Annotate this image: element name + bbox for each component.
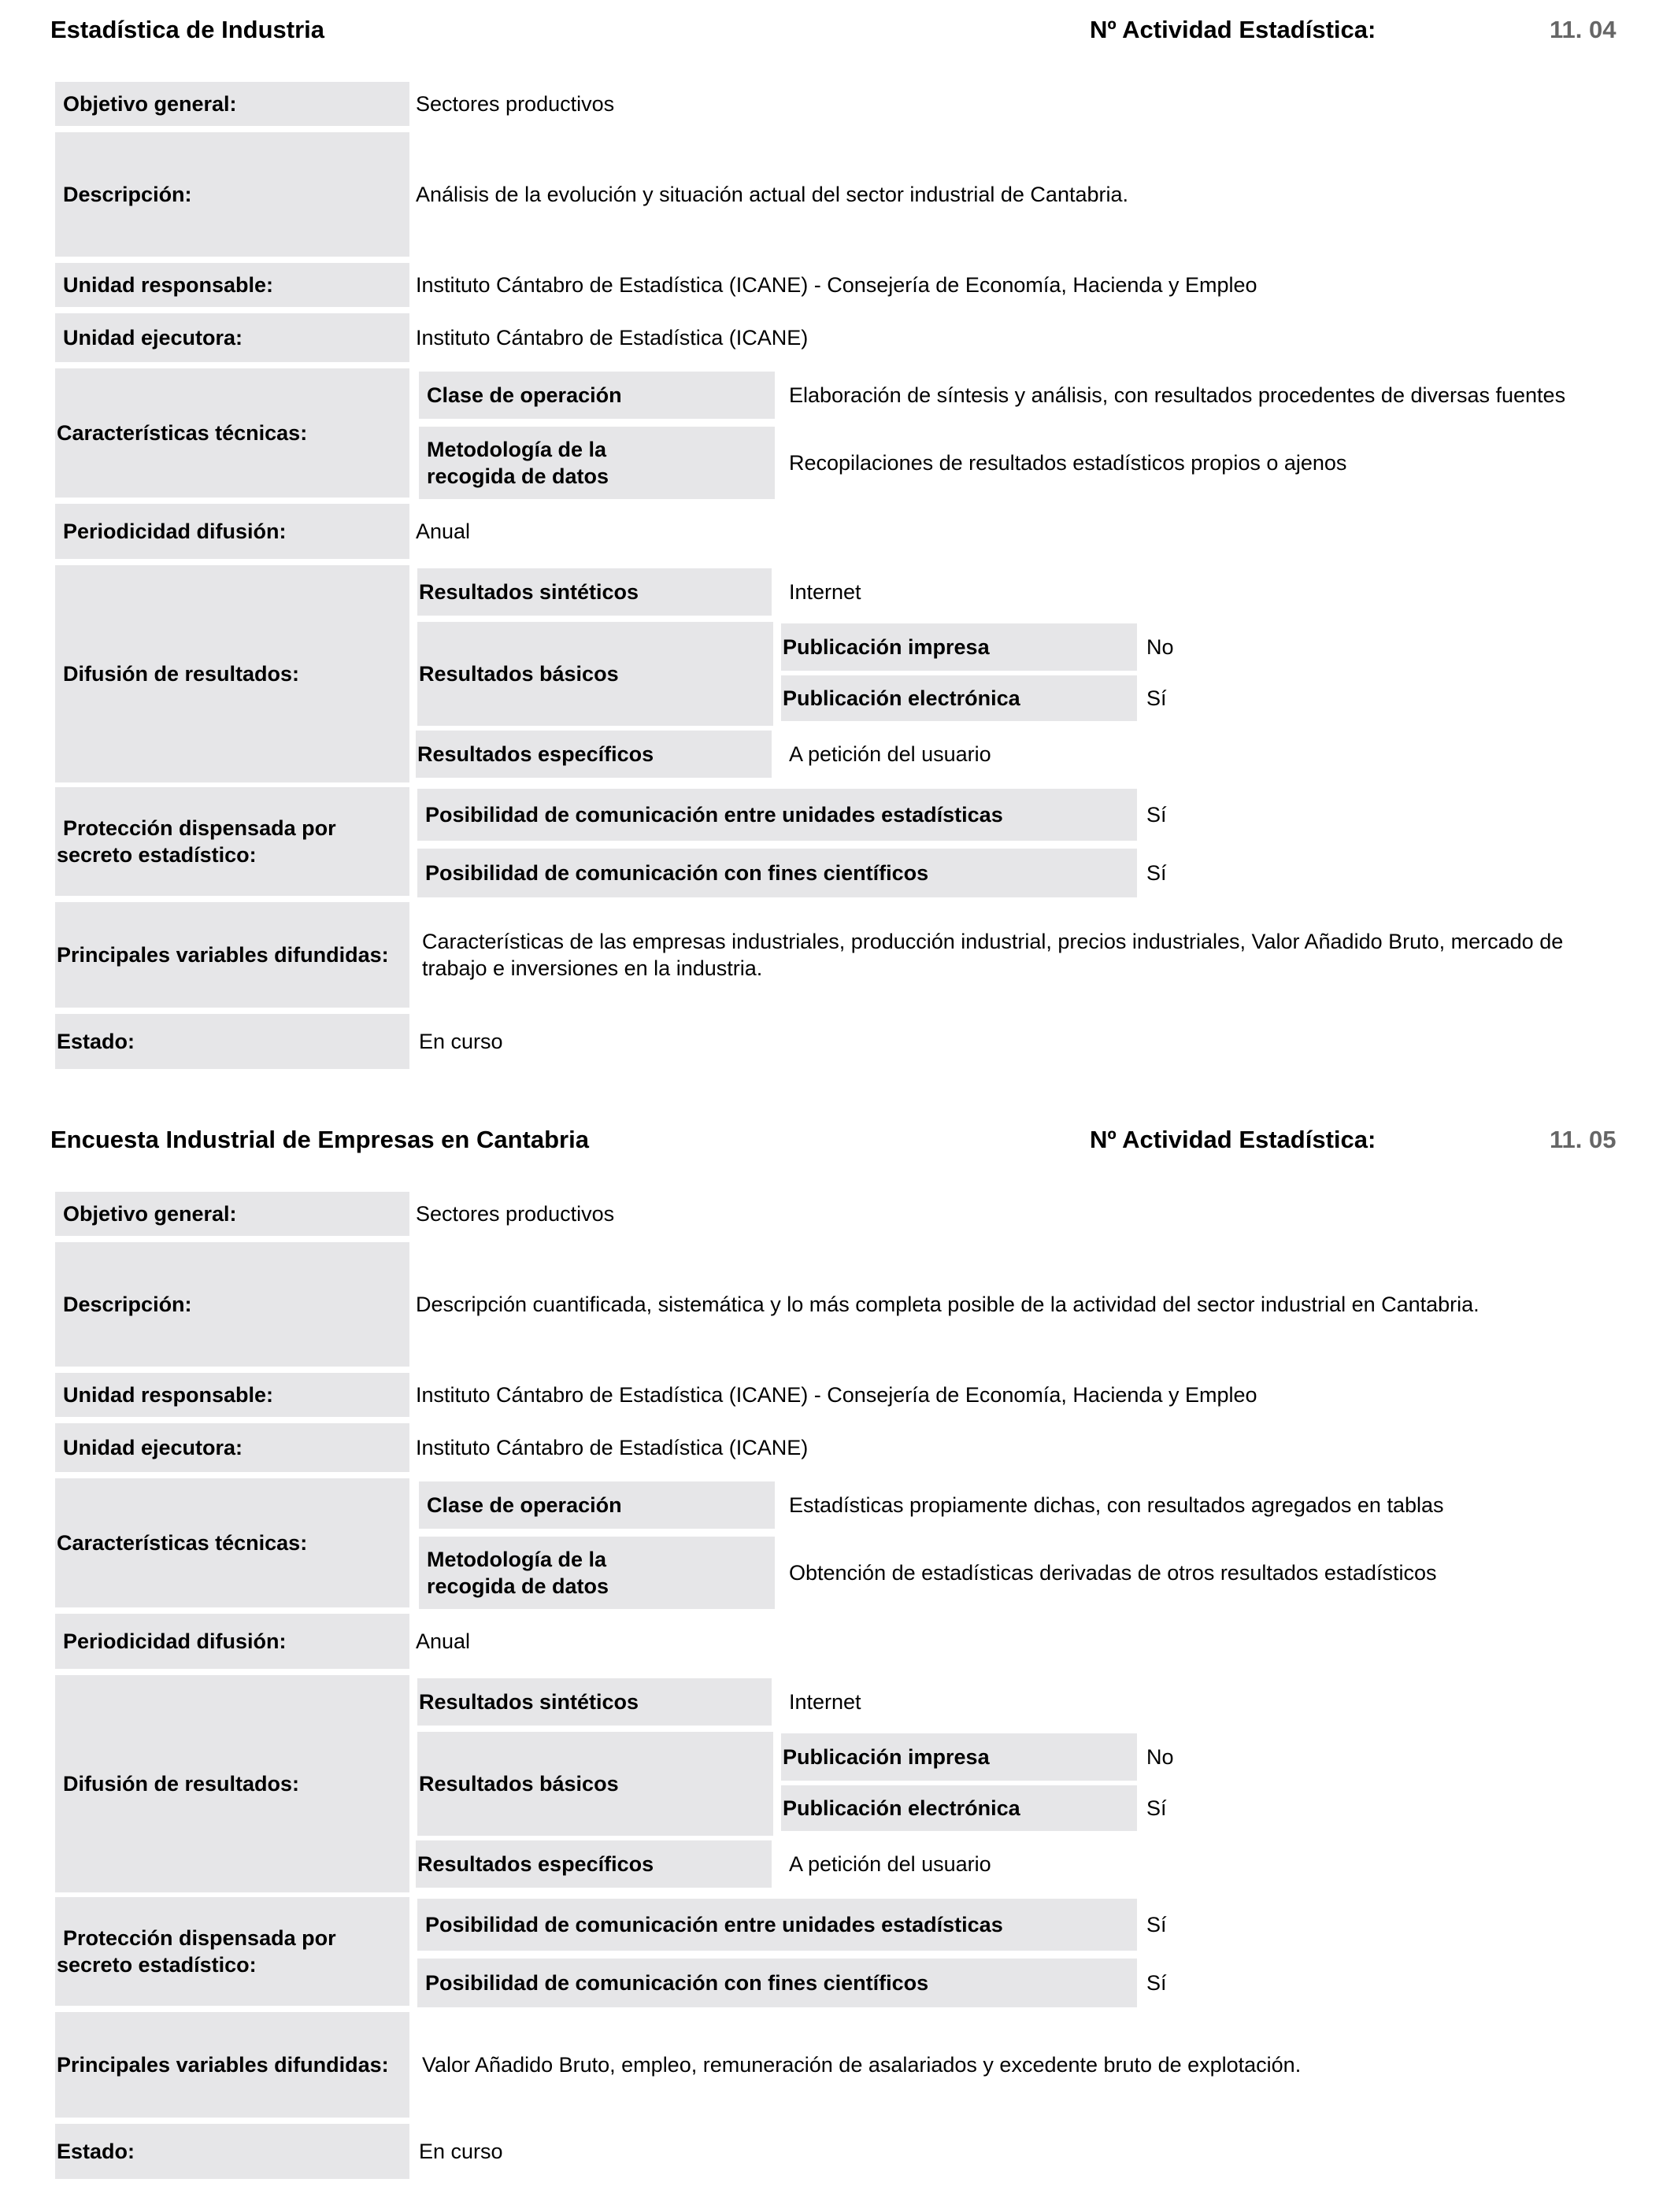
unidad-ejecutora-label: Unidad ejecutora: xyxy=(55,1423,409,1472)
proteccion-label-line2: secreto estadístico: xyxy=(57,1953,257,1977)
publicacion-impresa-value: No xyxy=(1146,1745,1174,1769)
comunicacion-unidades-label: Posibilidad de comunicación entre unidades estadísticas xyxy=(417,1899,1137,1951)
metodologia-label-line2: recogida de datos xyxy=(427,1574,609,1598)
proteccion-label-line2: secreto estadístico: xyxy=(57,843,257,867)
unidad-responsable-label: Unidad responsable: xyxy=(55,263,409,307)
statistical-activity-record xyxy=(0,1110,1674,2212)
resultados-sinteticos-label: Resultados sintéticos xyxy=(417,568,772,616)
periodicidad-label: Periodicidad difusión: xyxy=(55,1614,409,1669)
proteccion-label xyxy=(55,1897,409,2006)
caracteristicas-label: Características técnicas: xyxy=(55,1478,409,1607)
variables-value-line1: Características de las empresas industriales, producción industrial, precios industriales, Valor Añadido Bruto, mercado de xyxy=(422,930,1564,953)
activity-number: 11. 04 xyxy=(1550,16,1617,43)
unidad-responsable-value: Instituto Cántabro de Estadística (ICANE) - Consejería de Economía, Hacienda y Empleo xyxy=(416,1383,1257,1407)
periodicidad-value: Anual xyxy=(416,520,471,543)
clase-operacion-label: Clase de operación xyxy=(419,1481,775,1529)
unidad-ejecutora-value: Instituto Cántabro de Estadística (ICANE) xyxy=(416,326,809,350)
objetivo-label: Objetivo general: xyxy=(55,82,409,126)
record-title: Encuesta Industrial de Empresas en Cantabria xyxy=(50,1126,589,1153)
estado-label: Estado: xyxy=(55,2124,409,2179)
difusion-label: Difusión de resultados: xyxy=(55,565,409,782)
variables-label: Principales variables difundidas: xyxy=(55,902,409,1008)
proteccion-label-line1: Protección dispensada por xyxy=(63,1926,336,1950)
unidad-ejecutora-label: Unidad ejecutora: xyxy=(55,313,409,362)
comunicacion-cientificos-value: Sí xyxy=(1146,1971,1167,1995)
comunicacion-cientificos-label: Posibilidad de comunicación con fines científicos xyxy=(417,849,1137,897)
publicacion-electronica-label: Publicación electrónica xyxy=(781,675,1137,721)
statistical-activity-record xyxy=(0,0,1674,1102)
publicacion-electronica-value: Sí xyxy=(1146,1796,1167,1820)
record-title: Estadística de Industria xyxy=(50,16,324,43)
descripcion-value: Análisis de la evolución y situación actual del sector industrial de Cantabria. xyxy=(416,183,1129,206)
comunicacion-unidades-value: Sí xyxy=(1146,803,1167,827)
proteccion-label xyxy=(55,787,409,896)
metodologia-label-line1: Metodología de la xyxy=(427,438,607,461)
clase-operacion-value: Estadísticas propiamente dichas, con resultados agregados en tablas xyxy=(789,1493,1444,1517)
activity-number-label: Nº Actividad Estadística: xyxy=(1090,16,1376,43)
resultados-sinteticos-value: Internet xyxy=(789,1690,861,1714)
clase-operacion-value: Elaboración de síntesis y análisis, con resultados procedentes de diversas fuentes xyxy=(789,383,1566,407)
descripcion-label: Descripción: xyxy=(55,132,409,257)
resultados-sinteticos-label: Resultados sintéticos xyxy=(417,1678,772,1726)
objetivo-value: Sectores productivos xyxy=(416,92,615,116)
estado-value: En curso xyxy=(419,2140,503,2163)
periodicidad-value: Anual xyxy=(416,1629,471,1653)
resultados-sinteticos-value: Internet xyxy=(789,580,861,604)
variables-value-line1: Valor Añadido Bruto, empleo, remuneración de asalariados y excedente bruto de explotación. xyxy=(422,2053,1302,2077)
comunicacion-cientificos-value: Sí xyxy=(1146,861,1167,885)
periodicidad-label: Periodicidad difusión: xyxy=(55,504,409,559)
metodologia-label-line2: recogida de datos xyxy=(427,464,609,488)
metodologia-label xyxy=(419,427,775,499)
descripcion-value: Descripción cuantificada, sistemática y lo más completa posible de la actividad del sector industrial en Cantabria. xyxy=(416,1293,1480,1316)
variables-value xyxy=(422,2012,1650,2118)
variables-label: Principales variables difundidas: xyxy=(55,2012,409,2118)
resultados-especificos-label: Resultados específicos xyxy=(416,1840,772,1888)
unidad-responsable-label: Unidad responsable: xyxy=(55,1373,409,1417)
caracteristicas-label: Características técnicas: xyxy=(55,368,409,498)
metodologia-value: Recopilaciones de resultados estadísticos propios o ajenos xyxy=(789,451,1347,475)
resultados-especificos-label: Resultados específicos xyxy=(416,731,772,778)
publicacion-impresa-label: Publicación impresa xyxy=(781,623,1137,671)
resultados-especificos-value: A petición del usuario xyxy=(789,1852,991,1876)
comunicacion-cientificos-label: Posibilidad de comunicación con fines científicos xyxy=(417,1959,1137,2007)
variables-value-line2: trabajo e inversiones en la industria. xyxy=(422,956,763,980)
publicacion-impresa-label: Publicación impresa xyxy=(781,1733,1137,1781)
unidad-responsable-value: Instituto Cántabro de Estadística (ICANE) - Consejería de Economía, Hacienda y Empleo xyxy=(416,273,1257,297)
resultados-basicos-label: Resultados básicos xyxy=(417,1732,773,1836)
resultados-basicos-label: Resultados básicos xyxy=(417,622,773,726)
estado-value: En curso xyxy=(419,1030,503,1053)
metodologia-value: Obtención de estadísticas derivadas de otros resultados estadísticos xyxy=(789,1561,1437,1585)
proteccion-label-line1: Protección dispensada por xyxy=(63,816,336,840)
descripcion-label: Descripción: xyxy=(55,1242,409,1367)
publicacion-electronica-value: Sí xyxy=(1146,686,1167,710)
difusion-label: Difusión de resultados: xyxy=(55,1675,409,1892)
resultados-especificos-value: A petición del usuario xyxy=(789,742,991,766)
objetivo-value: Sectores productivos xyxy=(416,1202,615,1226)
objetivo-label: Objetivo general: xyxy=(55,1192,409,1236)
variables-value xyxy=(422,902,1650,1008)
clase-operacion-label: Clase de operación xyxy=(419,372,775,419)
publicacion-electronica-label: Publicación electrónica xyxy=(781,1785,1137,1831)
metodologia-label-line1: Metodología de la xyxy=(427,1548,607,1571)
unidad-ejecutora-value: Instituto Cántabro de Estadística (ICANE) xyxy=(416,1436,809,1459)
activity-number-label: Nº Actividad Estadística: xyxy=(1090,1126,1376,1153)
metodologia-label xyxy=(419,1537,775,1609)
comunicacion-unidades-label: Posibilidad de comunicación entre unidades estadísticas xyxy=(417,789,1137,841)
activity-number: 11. 05 xyxy=(1550,1126,1617,1153)
estado-label: Estado: xyxy=(55,1014,409,1069)
comunicacion-unidades-value: Sí xyxy=(1146,1913,1167,1936)
publicacion-impresa-value: No xyxy=(1146,635,1174,659)
